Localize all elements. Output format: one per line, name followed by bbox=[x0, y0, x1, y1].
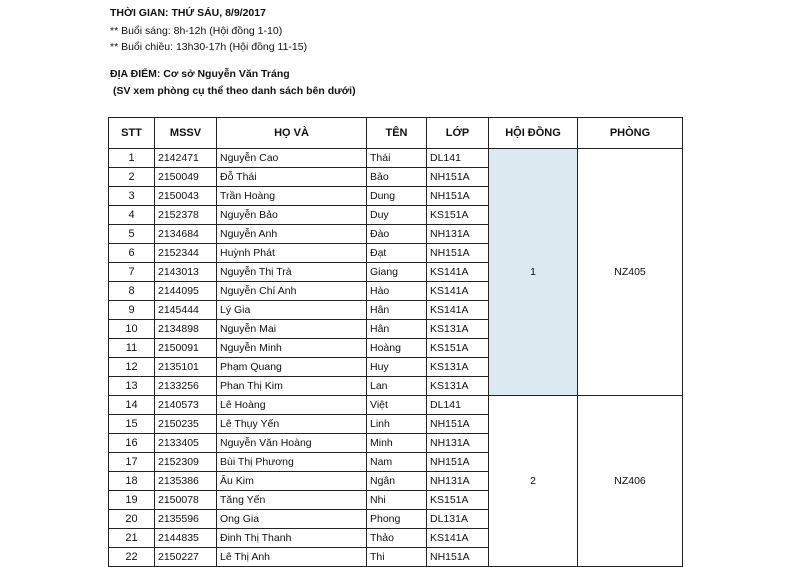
cell-lop: NH131A bbox=[427, 434, 489, 453]
cell-mssv: 2140573 bbox=[155, 396, 217, 415]
cell-mssv: 2152378 bbox=[155, 206, 217, 225]
cell-stt: 12 bbox=[109, 358, 155, 377]
cell-ten: Giang bbox=[367, 263, 427, 282]
cell-lop: KS141A bbox=[427, 301, 489, 320]
cell-mssv: 2142471 bbox=[155, 149, 217, 168]
header-hoi-dong: HỘI ĐỒNG bbox=[489, 118, 578, 149]
cell-ho-va: Đỗ Thái bbox=[217, 168, 367, 187]
council-cell: 2 bbox=[489, 396, 578, 567]
cell-ten: Việt bbox=[367, 396, 427, 415]
cell-mssv: 2143013 bbox=[155, 263, 217, 282]
header-phong: PHÒNG bbox=[578, 118, 683, 149]
cell-lop: NH151A bbox=[427, 548, 489, 567]
morning-session: ** Buổi sáng: 8h-12h (Hội đồng 1-10) bbox=[110, 25, 283, 37]
cell-ten: Dung bbox=[367, 187, 427, 206]
cell-mssv: 2135596 bbox=[155, 510, 217, 529]
cell-lop: NH131A bbox=[427, 472, 489, 491]
cell-lop: NH151A bbox=[427, 187, 489, 206]
cell-mssv: 2134684 bbox=[155, 225, 217, 244]
cell-lop: KS151A bbox=[427, 206, 489, 225]
cell-lop: KS141A bbox=[427, 282, 489, 301]
cell-ten: Minh bbox=[367, 434, 427, 453]
cell-ten: Phong bbox=[367, 510, 427, 529]
cell-lop: NH151A bbox=[427, 244, 489, 263]
room-cell: NZ405 bbox=[578, 149, 683, 396]
room-note: (SV xem phòng cụ thể theo danh sách bên dưới) bbox=[113, 85, 356, 97]
cell-stt: 14 bbox=[109, 396, 155, 415]
header-ho-va: HỌ VÀ bbox=[217, 118, 367, 149]
cell-mssv: 2152309 bbox=[155, 453, 217, 472]
cell-ten: Huy bbox=[367, 358, 427, 377]
cell-ho-va: Nguyễn Mai bbox=[217, 320, 367, 339]
cell-stt: 15 bbox=[109, 415, 155, 434]
cell-ten: Thái bbox=[367, 149, 427, 168]
cell-mssv: 2150227 bbox=[155, 548, 217, 567]
cell-mssv: 2152344 bbox=[155, 244, 217, 263]
cell-mssv: 2150091 bbox=[155, 339, 217, 358]
table-row bbox=[109, 396, 683, 415]
cell-ho-va: Trần Hoàng bbox=[217, 187, 367, 206]
cell-stt: 4 bbox=[109, 206, 155, 225]
cell-stt: 7 bbox=[109, 263, 155, 282]
cell-ho-va: Nguyễn Bảo bbox=[217, 206, 367, 225]
location-title: ĐỊA ĐIỂM: Cơ sở Nguyễn Văn Tráng bbox=[110, 68, 290, 80]
cell-stt: 19 bbox=[109, 491, 155, 510]
cell-stt: 9 bbox=[109, 301, 155, 320]
cell-mssv: 2150043 bbox=[155, 187, 217, 206]
cell-ho-va: Nguyễn Thị Trà bbox=[217, 263, 367, 282]
cell-ho-va: Đinh Thị Thanh bbox=[217, 529, 367, 548]
cell-stt: 6 bbox=[109, 244, 155, 263]
cell-ten: Nam bbox=[367, 453, 427, 472]
afternoon-session: ** Buổi chiều: 13h30-17h (Hội đồng 11-15) bbox=[110, 41, 308, 53]
cell-ho-va: Huỳnh Phát bbox=[217, 244, 367, 263]
cell-mssv: 2133405 bbox=[155, 434, 217, 453]
cell-ho-va: Nguyễn Cao bbox=[217, 149, 367, 168]
cell-lop: NH151A bbox=[427, 415, 489, 434]
time-title: THỜI GIAN: THỨ SÁU, 8/9/2017 bbox=[110, 7, 266, 19]
cell-lop: NH151A bbox=[427, 453, 489, 472]
cell-stt: 20 bbox=[109, 510, 155, 529]
cell-ten: Duy bbox=[367, 206, 427, 225]
header-stt: STT bbox=[109, 118, 155, 149]
cell-ho-va: Ong Gia bbox=[217, 510, 367, 529]
cell-ho-va: Lê Thụy Yến bbox=[217, 415, 367, 434]
cell-stt: 5 bbox=[109, 225, 155, 244]
table-header-row bbox=[109, 118, 683, 149]
cell-ho-va: Nguyễn Chí Anh bbox=[217, 282, 367, 301]
cell-mssv: 2135101 bbox=[155, 358, 217, 377]
cell-lop: KS131A bbox=[427, 320, 489, 339]
cell-mssv: 2145444 bbox=[155, 301, 217, 320]
cell-lop: KS131A bbox=[427, 377, 489, 396]
cell-mssv: 2150049 bbox=[155, 168, 217, 187]
cell-ho-va: Tăng Yến bbox=[217, 491, 367, 510]
cell-stt: 22 bbox=[109, 548, 155, 567]
header-mssv: MSSV bbox=[155, 118, 217, 149]
cell-ten: Hân bbox=[367, 301, 427, 320]
cell-lop: NH151A bbox=[427, 168, 489, 187]
cell-stt: 3 bbox=[109, 187, 155, 206]
cell-mssv: 2144835 bbox=[155, 529, 217, 548]
cell-lop: KS151A bbox=[427, 339, 489, 358]
student-roster-table bbox=[108, 117, 683, 567]
cell-stt: 13 bbox=[109, 377, 155, 396]
header-lop: LỚP bbox=[427, 118, 489, 149]
cell-ho-va: Lê Thị Anh bbox=[217, 548, 367, 567]
cell-stt: 17 bbox=[109, 453, 155, 472]
cell-ten: Thảo bbox=[367, 529, 427, 548]
cell-stt: 21 bbox=[109, 529, 155, 548]
cell-ten: Lan bbox=[367, 377, 427, 396]
cell-mssv: 2150078 bbox=[155, 491, 217, 510]
header-ten: TÊN bbox=[367, 118, 427, 149]
table-row bbox=[109, 149, 683, 168]
cell-stt: 10 bbox=[109, 320, 155, 339]
cell-stt: 18 bbox=[109, 472, 155, 491]
cell-ho-va: Nguyễn Văn Hoàng bbox=[217, 434, 367, 453]
cell-lop: NH131A bbox=[427, 225, 489, 244]
cell-mssv: 2135386 bbox=[155, 472, 217, 491]
cell-stt: 8 bbox=[109, 282, 155, 301]
cell-lop: DL141 bbox=[427, 149, 489, 168]
cell-lop: DL131A bbox=[427, 510, 489, 529]
cell-mssv: 2150235 bbox=[155, 415, 217, 434]
cell-ten: Thi bbox=[367, 548, 427, 567]
cell-stt: 2 bbox=[109, 168, 155, 187]
cell-ho-va: Lý Gia bbox=[217, 301, 367, 320]
cell-ten: Bảo bbox=[367, 168, 427, 187]
cell-ten: Nhi bbox=[367, 491, 427, 510]
cell-lop: DL141 bbox=[427, 396, 489, 415]
cell-mssv: 2133256 bbox=[155, 377, 217, 396]
cell-ho-va: Phan Thị Kim bbox=[217, 377, 367, 396]
cell-ten: Hoàng bbox=[367, 339, 427, 358]
cell-lop: KS141A bbox=[427, 263, 489, 282]
cell-ten: Linh bbox=[367, 415, 427, 434]
cell-mssv: 2144095 bbox=[155, 282, 217, 301]
cell-lop: KS151A bbox=[427, 491, 489, 510]
council-cell: 1 bbox=[489, 149, 578, 396]
cell-ho-va: Phạm Quang bbox=[217, 358, 367, 377]
cell-ho-va: Bùi Thị Phương bbox=[217, 453, 367, 472]
cell-ten: Ngân bbox=[367, 472, 427, 491]
cell-ten: Hào bbox=[367, 282, 427, 301]
cell-stt: 16 bbox=[109, 434, 155, 453]
cell-ten: Hân bbox=[367, 320, 427, 339]
cell-ho-va: Nguyễn Anh bbox=[217, 225, 367, 244]
cell-mssv: 2134898 bbox=[155, 320, 217, 339]
cell-ho-va: Lê Hoàng bbox=[217, 396, 367, 415]
cell-ten: Đạt bbox=[367, 244, 427, 263]
cell-lop: KS131A bbox=[427, 358, 489, 377]
room-cell: NZ406 bbox=[578, 396, 683, 567]
cell-ten: Đào bbox=[367, 225, 427, 244]
cell-stt: 1 bbox=[109, 149, 155, 168]
cell-ho-va: Nguyễn Minh bbox=[217, 339, 367, 358]
cell-lop: KS141A bbox=[427, 529, 489, 548]
cell-stt: 11 bbox=[109, 339, 155, 358]
cell-ho-va: Âu Kim bbox=[217, 472, 367, 491]
